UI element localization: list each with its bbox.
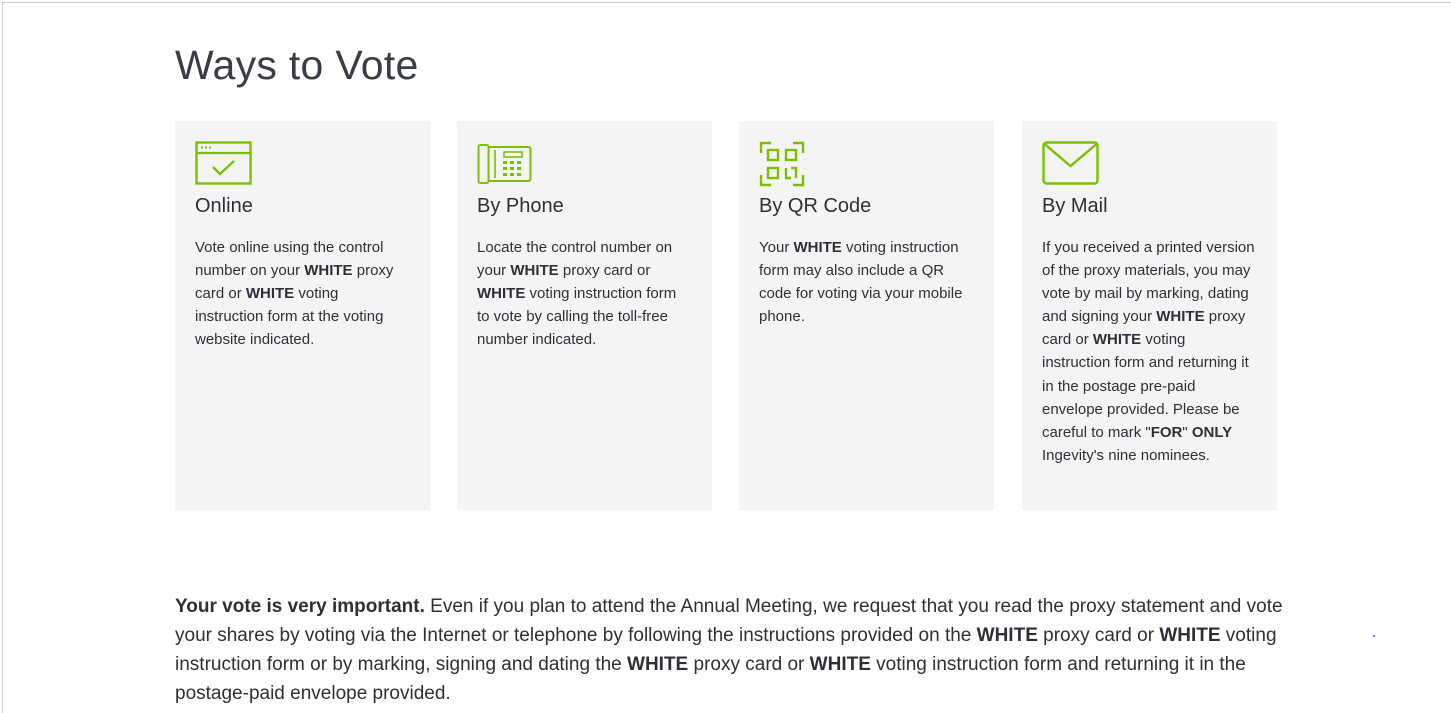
card-body — [477, 236, 692, 351]
card-title: By Phone — [477, 195, 564, 217]
card-phone — [457, 121, 712, 510]
bold-text-segment: ONLY — [1191, 423, 1233, 441]
bold-text-segment: WHITE — [793, 239, 842, 256]
bold-text-segment: WHITE — [1159, 625, 1221, 646]
bold-text-segment: WHITE — [477, 285, 526, 303]
text-segment: " — [1182, 423, 1192, 441]
card-body — [1042, 236, 1257, 467]
text-segment: voting instruction form may also include a QR code for voting via your mobile phone. — [759, 239, 963, 326]
telephone-fax-icon — [477, 141, 539, 187]
bold-text-segment: WHITE — [304, 262, 353, 280]
text-segment: Vote online using the control number on your — [195, 239, 384, 280]
text-segment: voting instruction form to vote by calling the toll-free number indicated. — [477, 285, 677, 349]
browser-check-icon — [195, 141, 257, 187]
card-title: By Mail — [1042, 195, 1108, 217]
text-segment: Even if you plan to attend the Annual Meeting, we request that you read the proxy statement and vote your shares by voting via the Internet or telephone by following the instructions provided on the — [175, 596, 1283, 646]
vote-importance-notice — [175, 592, 1285, 708]
card-qr-code — [739, 121, 994, 510]
text-segment: proxy card or — [688, 654, 810, 675]
text-segment: proxy card or — [1037, 625, 1160, 646]
card-mail — [1022, 121, 1277, 510]
text-segment: voting instruction form at the voting website indicated. — [195, 285, 384, 349]
text-segment: Ingevity's nine nominees. — [1042, 446, 1210, 464]
card-body — [195, 236, 410, 351]
envelope-icon — [1042, 141, 1104, 187]
bold-text-segment: WHITE — [245, 285, 295, 303]
text-segment: proxy card or — [1042, 308, 1246, 349]
card-title: Online — [195, 195, 253, 217]
text-segment: proxy card or — [558, 262, 651, 280]
text-segment: proxy card or — [195, 262, 394, 303]
bold-text-segment: FOR — [1150, 423, 1183, 441]
bold-text-segment: Your vote is very important. — [175, 596, 425, 617]
bold-text-segment: WHITE — [510, 262, 559, 280]
text-segment: If you received a printed version of the proxy materials, you may vote by mail by marking, dating and signing your — [1042, 239, 1255, 326]
bold-text-segment: WHITE — [1156, 308, 1205, 326]
text-segment: voting instruction form and returning it in the postage pre-paid envelope provided. Please be careful to mark " — [1042, 331, 1249, 441]
bold-text-segment: WHITE — [627, 654, 689, 675]
card-title: By QR Code — [759, 195, 872, 217]
cursor-dot — [1373, 635, 1375, 637]
bold-text-segment: WHITE — [809, 654, 871, 675]
text-segment: Locate the control number on your — [477, 239, 673, 280]
bold-text-segment: WHITE — [976, 625, 1038, 646]
card-online — [175, 121, 430, 510]
bold-text-segment: WHITE — [1092, 331, 1142, 349]
text-segment: Your — [759, 239, 794, 256]
qr-code-icon — [759, 141, 821, 187]
text-segment: voting instruction form or by marking, signing and dating the — [175, 625, 1277, 675]
card-body — [759, 236, 974, 328]
text-segment: voting instruction form and returning it in the postage-paid envelope provided. — [175, 654, 1246, 704]
page-title: Ways to Vote — [175, 42, 419, 88]
